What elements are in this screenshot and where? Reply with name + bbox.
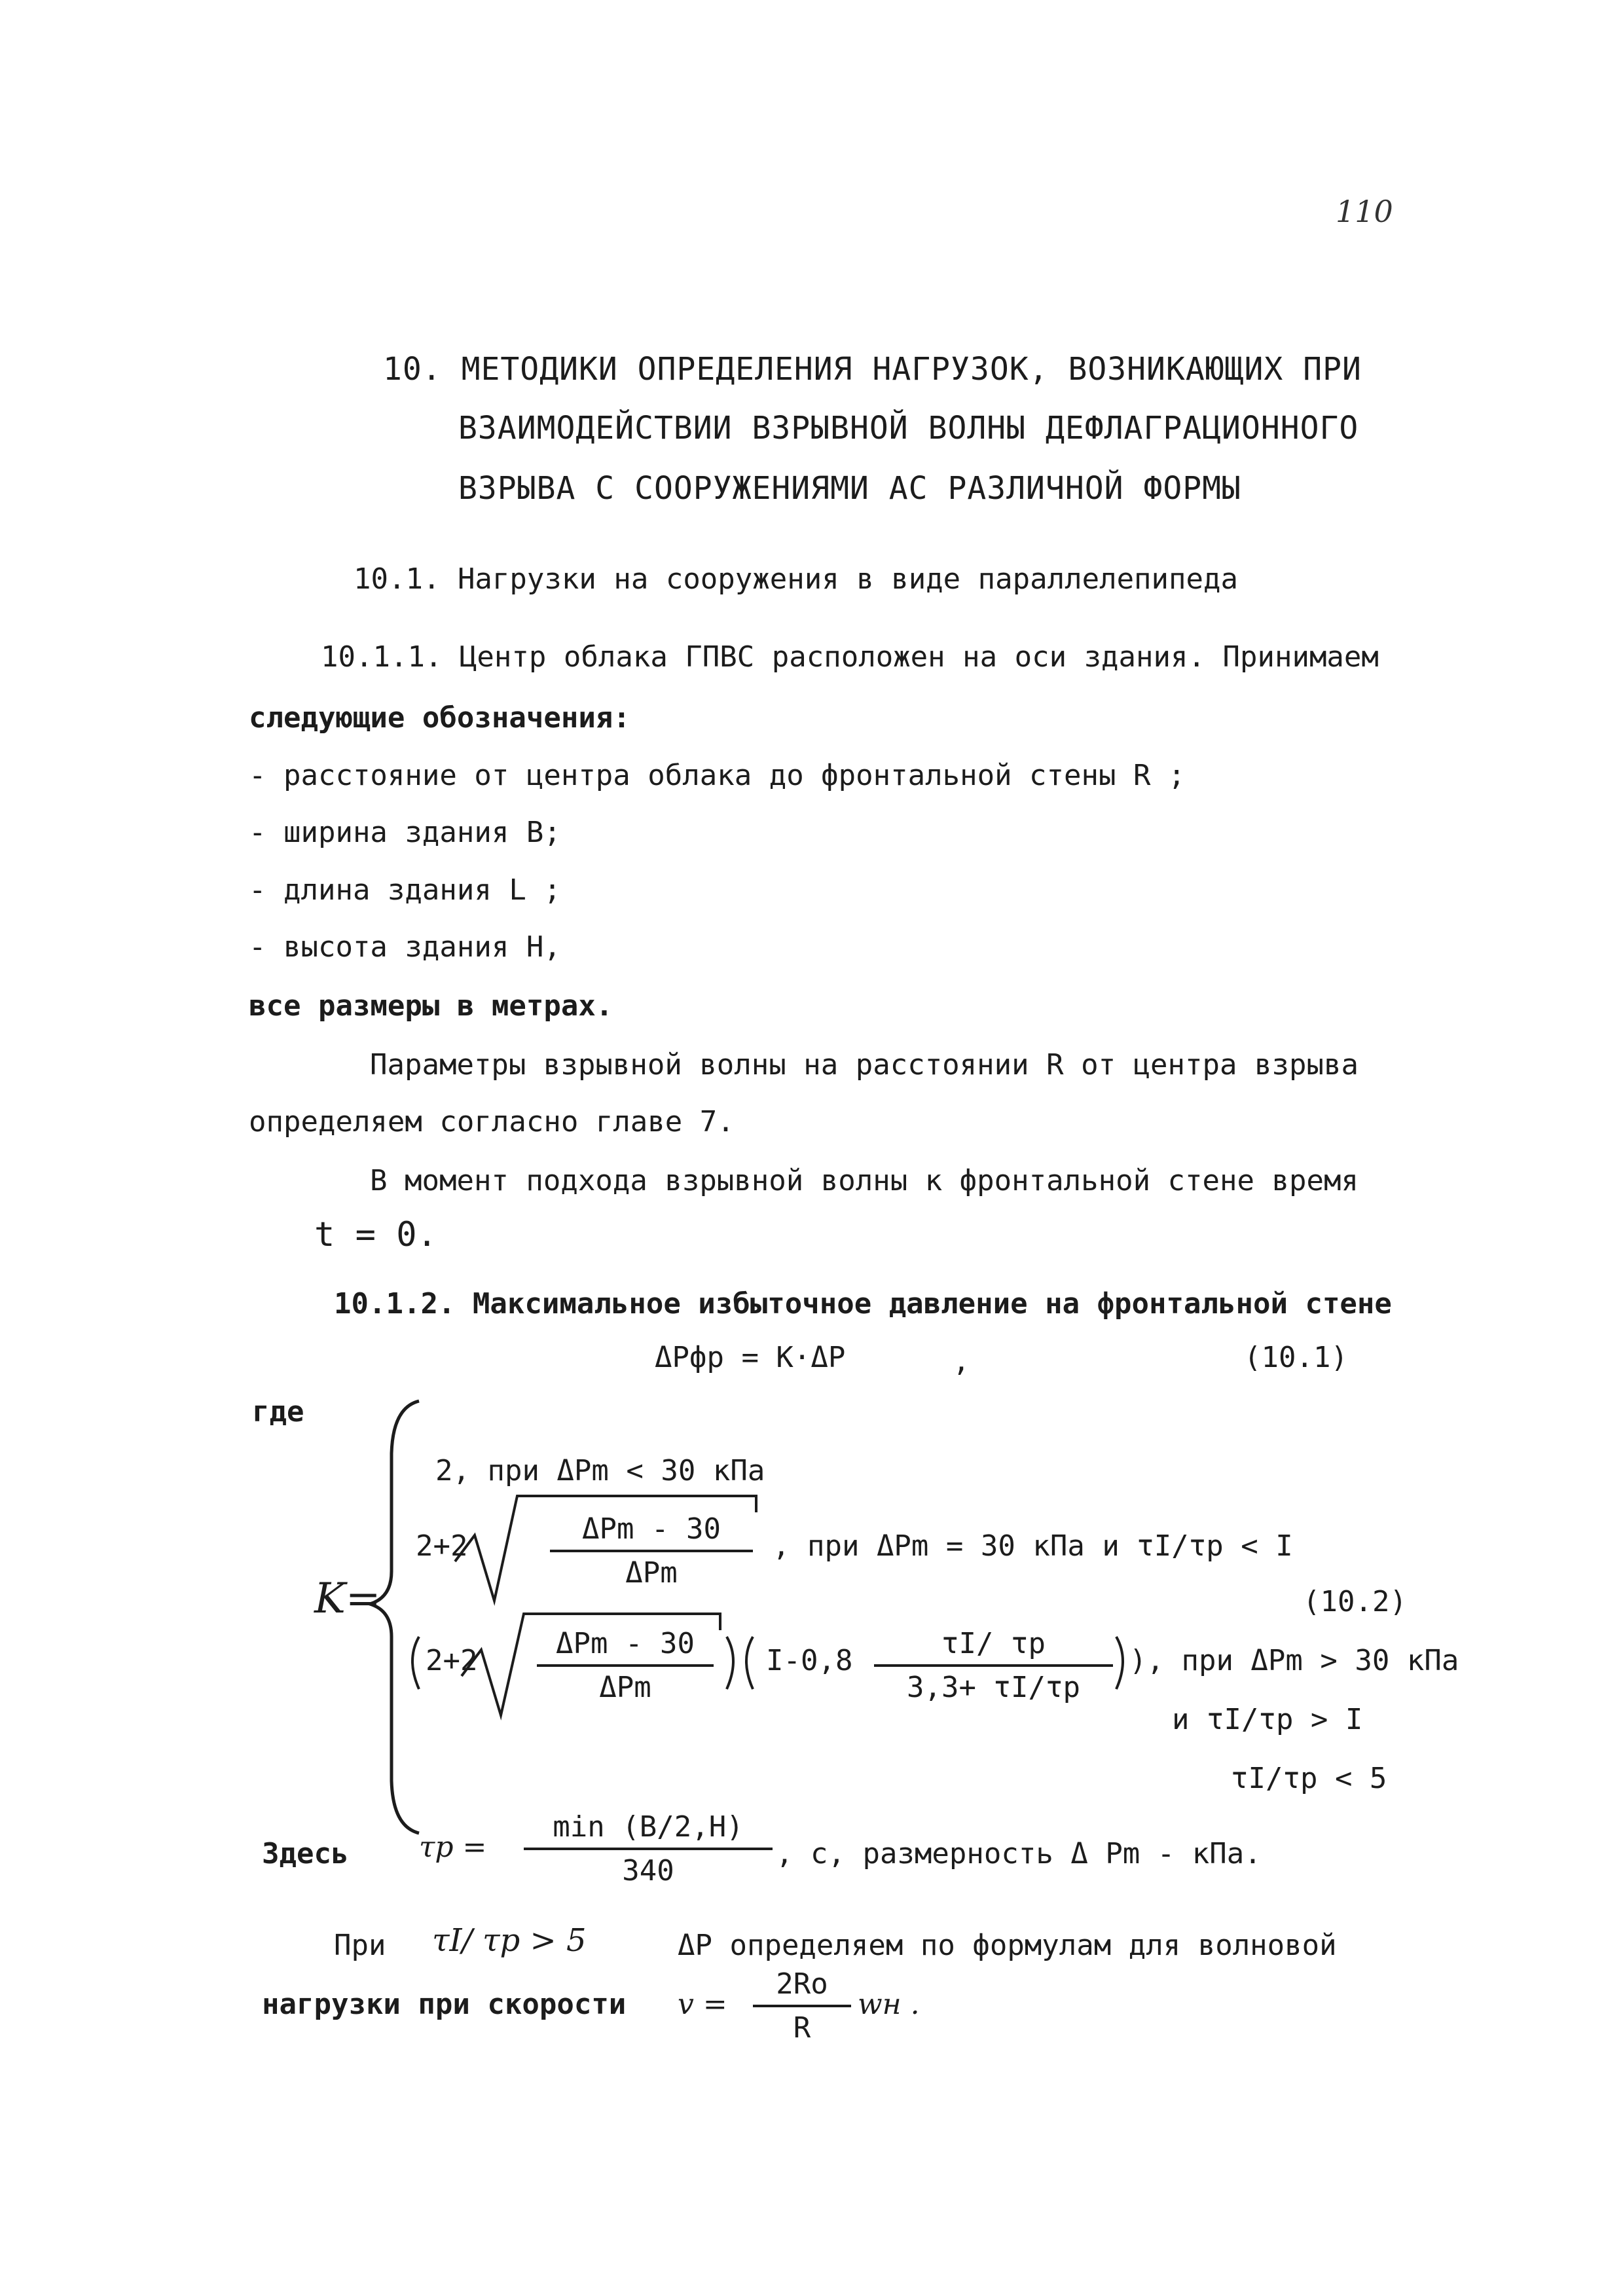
tau-p-definition: τp =: [419, 1831, 487, 1864]
k-case-3-tau-denominator: 3,3+ τI/τp: [907, 1671, 1080, 1704]
k-case-3-condition-2: и τI/τp > I: [1172, 1703, 1363, 1736]
last-pri: При: [334, 1929, 386, 1962]
fraction-bar: [524, 1848, 773, 1850]
heading-line-2: ВЗАИМОДЕЙСТВИИ ВЗРЫВНОЙ ВОЛНЫ ДЕФЛАГРАЦИОННОГО: [458, 410, 1359, 446]
k-case-2-numerator: ΔPm - 30: [582, 1512, 721, 1546]
para-10-1-1-line-2: следующие обозначения:: [249, 701, 630, 735]
units-note: все размеры в метрах.: [249, 989, 613, 1023]
fraction-bar: [537, 1664, 714, 1667]
list-item-width: - ширина здания B;: [249, 816, 561, 849]
equation-number-1: (10.1): [1244, 1341, 1348, 1374]
velocity-fraction: [753, 1967, 851, 2045]
k-case-3-condition: ), при ΔPm > 30 кПа: [1129, 1644, 1459, 1677]
k-case-1: 2, при ΔPm < 30 кПа: [435, 1454, 765, 1487]
k-case-2-fraction: [550, 1512, 753, 1590]
k-case-3-tau-numerator: τI/ τp: [941, 1627, 1046, 1660]
k-case-3-numerator: ΔPm - 30: [556, 1627, 695, 1660]
section-title: 10.1. Нагрузки на сооружения в виде параллелепипеда: [354, 562, 1239, 596]
k-case-3-tau-fraction: [874, 1627, 1113, 1704]
k-label: K=: [314, 1575, 381, 1623]
velocity-numerator: 2Ro: [776, 1967, 828, 2001]
last-line-2: нагрузки при скорости: [262, 1988, 627, 2021]
zdes-label: Здесь: [262, 1837, 349, 1870]
k-case-2-prefix: 2+2: [416, 1529, 468, 1563]
k-case-2-condition: , при ΔPm = 30 кПа и τI/τp < I: [773, 1529, 1293, 1563]
where-label: где: [252, 1395, 304, 1429]
tau-p-units: , с, размерность Δ Pm - кПа.: [776, 1837, 1262, 1870]
k-case-3-prefix: 2+2: [426, 1644, 478, 1677]
equation-number-2: (10.2): [1303, 1585, 1407, 1618]
k-case-3-factor: I-0,8: [766, 1644, 853, 1677]
list-item-height: - высота здания H,: [249, 930, 561, 964]
velocity-tail: wн .: [858, 1988, 920, 2021]
k-case-3-denominator: ΔPm: [599, 1671, 651, 1704]
heading-line-1: 10. МЕТОДИКИ ОПРЕДЕЛЕНИЯ НАГРУЗОК, ВОЗНИКАЮЩИХ ПРИ: [383, 351, 1362, 388]
fraction-bar: [874, 1664, 1113, 1667]
tau-p-fraction: [524, 1810, 773, 1887]
tau-p-numerator: min (B/2,H): [553, 1810, 744, 1844]
formula-comma: ,: [953, 1345, 970, 1378]
k-case-2-denominator: ΔPm: [625, 1556, 678, 1590]
params-line-1: Параметры взрывной волны на расстоянии R от центра взрыва: [370, 1048, 1359, 1082]
k-case-3-condition-3: τI/τp < 5: [1231, 1762, 1387, 1795]
formula-delta-p-front: ΔPфр = K·ΔP: [655, 1341, 846, 1374]
page-number: 110: [1336, 194, 1393, 229]
velocity-denominator: R: [793, 2011, 811, 2045]
para-10-1-1-line-1: 10.1.1. Центр облака ГПВС расположен на оси здания. Принимаем: [321, 640, 1379, 674]
last-text: ΔP определяем по формулам для волновой: [678, 1929, 1337, 1962]
moment-line-2: t = 0.: [314, 1215, 437, 1254]
fraction-bar: [753, 2005, 851, 2007]
k-case-3-root-fraction: [537, 1627, 714, 1704]
list-item-distance: - расстояние от центра облака до фронтальной стены R ;: [249, 759, 1186, 792]
list-item-length: - длина здания L ;: [249, 873, 561, 907]
fraction-bar: [550, 1550, 753, 1552]
heading-line-3: ВЗРЫВА С СООРУЖЕНИЯМИ АС РАЗЛИЧНОЙ ФОРМЫ: [458, 470, 1241, 507]
velocity-label: v =: [678, 1988, 727, 2021]
tau-p-denominator: 340: [622, 1854, 674, 1887]
moment-line-1: В момент подхода взрывной волны к фронтальной стене время: [370, 1164, 1359, 1197]
para-10-1-2-text: 10.1.2. Максимальное избыточное давление на фронтальной стене: [334, 1287, 1392, 1321]
last-condition: τI/ τp > 5: [432, 1922, 587, 1959]
params-line-2: определяем согласно главе 7.: [249, 1105, 735, 1139]
